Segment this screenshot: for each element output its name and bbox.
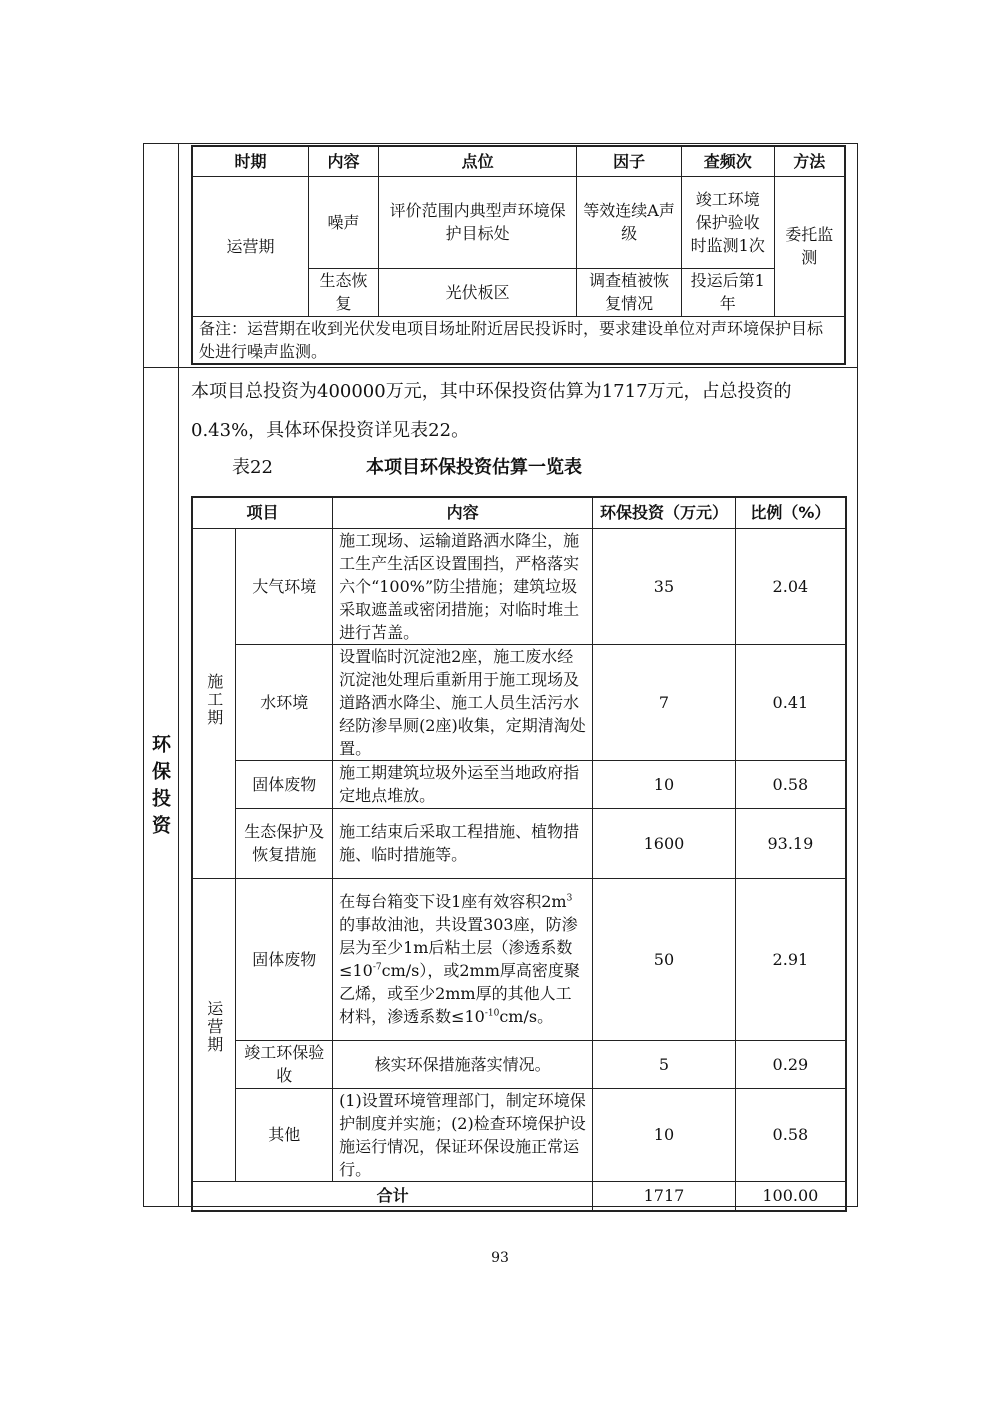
table-header-row bbox=[192, 146, 845, 176]
content-cell: 核实环保措施落实情况。 bbox=[333, 1040, 593, 1088]
table-row bbox=[192, 1040, 846, 1088]
header-location: 点位 bbox=[378, 146, 576, 176]
item-cell: 固体废物 bbox=[236, 878, 333, 1040]
ratio-cell: 0.29 bbox=[735, 1040, 846, 1088]
period-label: 施工期 bbox=[204, 673, 224, 727]
content-part: 在每台箱变下设1座有效容积2m bbox=[339, 892, 567, 911]
total-row bbox=[192, 1181, 846, 1211]
note-cell: 备注：运营期在收到光伏发电项目场址附近居民投诉时，要求建设单位对声环境保护目标处进行噪声监测。 bbox=[192, 316, 845, 364]
ratio-cell: 0.58 bbox=[735, 760, 846, 808]
header-content: 内容 bbox=[309, 146, 379, 176]
content-part: 的事故油池，共设置303座，防渗层为至少1m后粘土层（渗透系数≤10 bbox=[339, 915, 578, 980]
frame-divider-vertical bbox=[178, 143, 179, 1207]
investment-cell: 10 bbox=[593, 1088, 735, 1181]
content-part: cm/s），或2mm厚高密度聚乙烯，或至少2mm厚的其他人工材料，渗透系数≤10 bbox=[339, 961, 580, 1026]
table-header-row bbox=[192, 497, 846, 528]
header-content: 内容 bbox=[333, 497, 593, 528]
period-label: 运营期 bbox=[204, 999, 224, 1054]
item-cell: 水环境 bbox=[236, 644, 333, 760]
table-row bbox=[192, 528, 846, 644]
total-label: 合计 bbox=[192, 1181, 593, 1211]
table-caption-number: 表22 bbox=[232, 457, 273, 478]
factor-cell: 等效连续A声级 bbox=[577, 176, 682, 268]
content-cell: 施工现场、运输道路洒水降尘，施工生产生活区设置围挡，严格落实六个“100%”防尘措施；建筑垃圾采取遮盖或密闭措施；对临时堆土进行苫盖。 bbox=[333, 528, 593, 644]
investment-cell: 50 bbox=[593, 878, 735, 1040]
table-row bbox=[192, 878, 846, 1040]
item-cell: 其他 bbox=[236, 1088, 333, 1181]
header-investment: 环保投资（万元） bbox=[593, 497, 735, 528]
side-label-cell bbox=[143, 368, 178, 1207]
location-cell: 评价范围内典型声环境保护目标处 bbox=[378, 176, 576, 268]
item-cell: 大气环境 bbox=[236, 528, 333, 644]
item-cell: 固体废物 bbox=[236, 760, 333, 808]
superscript: -10 bbox=[484, 1008, 500, 1019]
ratio-cell: 2.91 bbox=[735, 878, 846, 1040]
table-row bbox=[192, 760, 846, 808]
frequency-cell: 投运后第1年 bbox=[681, 268, 774, 316]
header-frequency: 查频次 bbox=[681, 146, 774, 176]
table-caption-title: 本项目环保投资估算一览表 bbox=[366, 457, 582, 478]
ratio-cell: 0.58 bbox=[735, 1088, 846, 1181]
investment-cell: 10 bbox=[593, 760, 735, 808]
period-cell-construction bbox=[192, 528, 236, 878]
superscript: 3 bbox=[566, 893, 573, 904]
content-cell: 施工期建筑垃圾外运至当地政府指定地点堆放。 bbox=[333, 760, 593, 808]
content-cell: 噪声 bbox=[309, 176, 379, 268]
period-cell-operation bbox=[192, 878, 236, 1181]
header-period: 时期 bbox=[192, 146, 309, 176]
ratio-cell: 0.41 bbox=[735, 644, 846, 760]
content-part: cm/s。 bbox=[499, 1007, 554, 1026]
table-row bbox=[192, 808, 846, 878]
frequency-cell: 竣工环境保护验收时监测1次 bbox=[681, 176, 774, 268]
superscript: -7 bbox=[372, 962, 382, 973]
investment-cell: 1600 bbox=[593, 808, 735, 878]
header-factor: 因子 bbox=[577, 146, 682, 176]
table-row bbox=[192, 176, 845, 268]
note-row bbox=[192, 316, 845, 364]
content-cell bbox=[333, 878, 593, 1040]
investment-paragraph: 本项目总投资为400000万元，其中环保投资估算为1717万元，占总投资的0.43%，具体环保投资详见表22。 bbox=[191, 381, 792, 441]
content-cell: (1)设置环境管理部门，制定环境保护制度并实施；(2)检查环境保护设施运行情况，保证环保设施正常运行。 bbox=[333, 1088, 593, 1181]
content-cell: 生态恢复 bbox=[309, 268, 379, 316]
investment-cell: 35 bbox=[593, 528, 735, 644]
method-cell: 委托监测 bbox=[774, 176, 845, 316]
table-row bbox=[192, 1088, 846, 1181]
factor-cell: 调查植被恢复情况 bbox=[577, 268, 682, 316]
header-method: 方法 bbox=[774, 146, 845, 176]
page-number: 93 bbox=[491, 1250, 509, 1266]
period-cell: 运营期 bbox=[192, 176, 309, 316]
frame-divider-horizontal bbox=[143, 367, 858, 368]
item-cell: 生态保护及恢复措施 bbox=[236, 808, 333, 878]
side-label: 环保投资 bbox=[149, 733, 171, 842]
content-cell: 施工结束后采取工程措施、植物措施、临时措施等。 bbox=[333, 808, 593, 878]
total-ratio: 100.00 bbox=[735, 1181, 846, 1211]
monitoring-table bbox=[191, 145, 846, 365]
investment-cell: 5 bbox=[593, 1040, 735, 1088]
header-item: 项目 bbox=[192, 497, 333, 528]
item-cell: 竣工环保验收 bbox=[236, 1040, 333, 1088]
total-investment: 1717 bbox=[593, 1181, 735, 1211]
location-cell: 光伏板区 bbox=[378, 268, 576, 316]
investment-table bbox=[191, 496, 847, 1212]
content-cell: 设置临时沉淀池2座，施工废水经沉淀池处理后重新用于施工现场及道路洒水降尘、施工人员生活污水经防渗旱厕(2座)收集，定期清淘处置。 bbox=[333, 644, 593, 760]
investment-cell: 7 bbox=[593, 644, 735, 760]
ratio-cell: 2.04 bbox=[735, 528, 846, 644]
header-ratio: 比例（%） bbox=[735, 497, 846, 528]
ratio-cell: 93.19 bbox=[735, 808, 846, 878]
table-row bbox=[192, 644, 846, 760]
